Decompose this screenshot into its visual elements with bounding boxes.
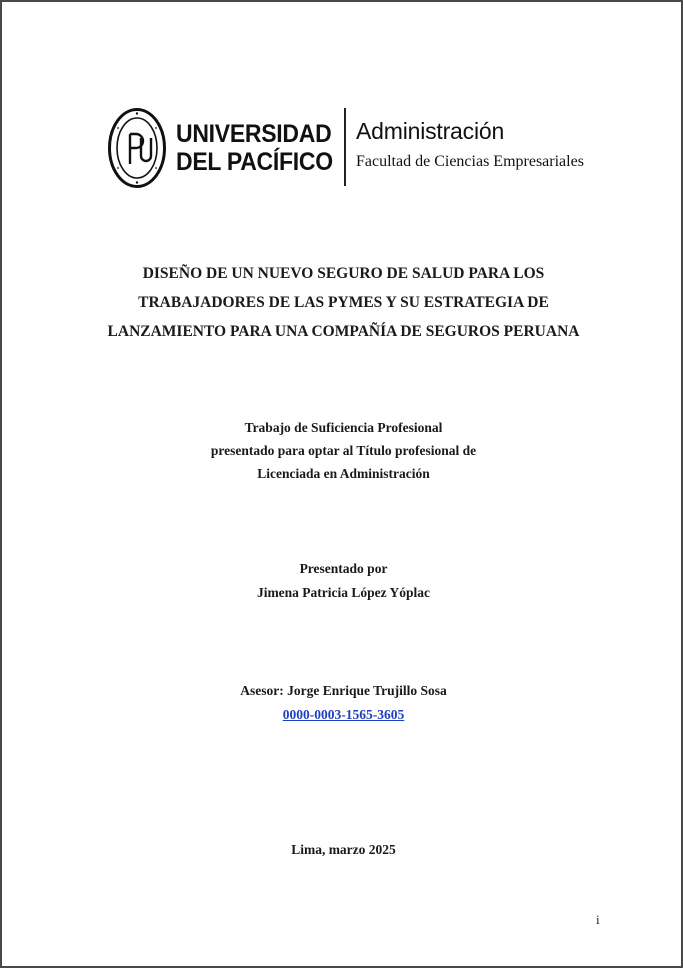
thesis-title [2, 259, 683, 346]
logo-divider [344, 108, 346, 186]
university-name [176, 120, 333, 176]
faculty-name: Facultad de Ciencias Empresariales [356, 153, 584, 170]
degree-statement [2, 416, 683, 485]
thesis-title-line: DISEÑO DE UN NUEVO SEGURO DE SALUD PARA LOS [142, 265, 545, 282]
degree-line: Licenciada en Administración [257, 466, 430, 481]
orcid-link[interactable]: 0000-0003-1565-3605 [282, 707, 405, 722]
advisor-section [2, 679, 683, 727]
department-name: Administración [356, 118, 505, 144]
presented-by-label: Presentado por [299, 561, 388, 576]
degree-line: Trabajo de Suficiencia Profesional [244, 420, 443, 435]
place-date: Lima, marzo 2025 [291, 842, 396, 857]
university-seal-icon [108, 108, 166, 188]
university-logo [108, 106, 598, 190]
degree-line: presentado para optar al Título profesional de [210, 443, 477, 458]
university-name-line2: DEL PACÍFICO [176, 148, 333, 176]
author-section [2, 557, 683, 605]
thesis-title-line: LANZAMIENTO PARA UNA COMPAÑÍA DE SEGUROS PERUANA [107, 323, 580, 340]
advisor-name: Asesor: Jorge Enrique Trujillo Sosa [240, 683, 447, 698]
thesis-title-line: TRABAJADORES DE LAS PYMES Y SU ESTRATEGIA DE [138, 294, 549, 311]
university-name-line1: UNIVERSIDAD [176, 120, 332, 148]
author-name: Jimena Patricia López Yóplac [256, 585, 431, 600]
page-number: i [596, 912, 600, 927]
